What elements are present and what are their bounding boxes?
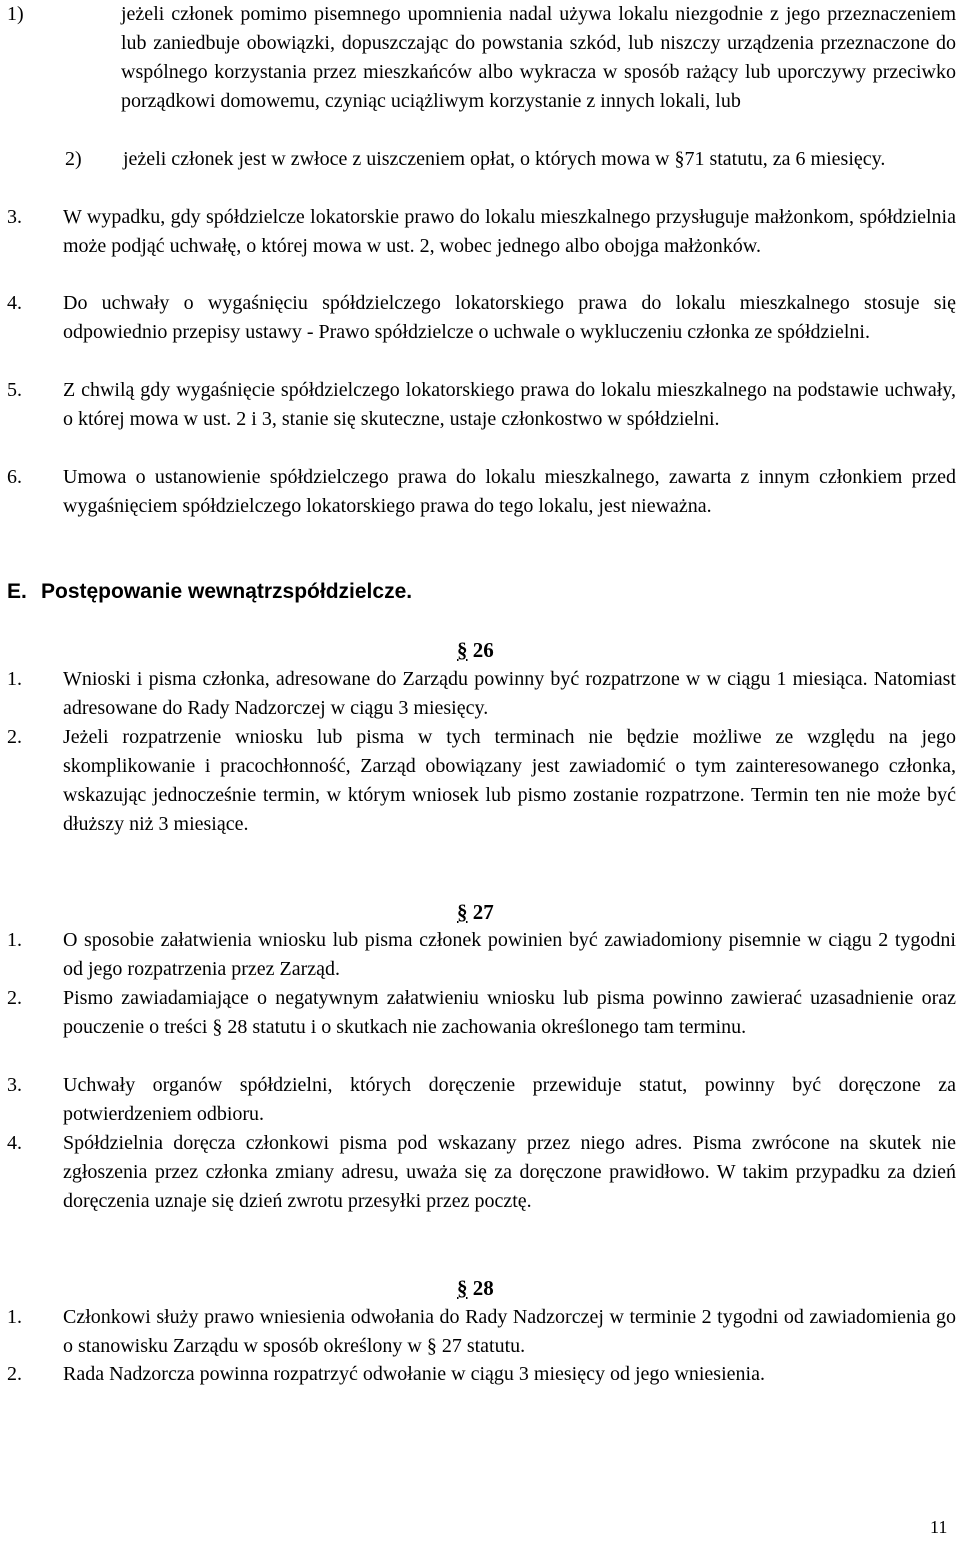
item-number: 2.: [7, 1363, 22, 1385]
point-5: [7, 376, 956, 434]
section-title: Postępowanie wewnątrzspółdzielcze.: [41, 580, 413, 603]
p28-item-1: [7, 1303, 956, 1361]
item-number: 4.: [7, 1132, 22, 1154]
section-symbol: §: [457, 638, 468, 662]
section-letter: E.: [7, 580, 27, 603]
intro-item-2: [65, 145, 956, 174]
item-text: Spółdzielnia doręcza członkowi pisma pod wskazany przez niego adres. Pisma zwrócone na skutek nie zgłoszenia przez członka zmiany adresu, uważa się za doręczone prawidłowo. W takim przypadku za dzień doręczenia uznaje się dzień zwrotu przesyłki przez pocztę.: [63, 1132, 956, 1212]
p27-item-1: [7, 926, 956, 984]
point-3: [7, 203, 956, 261]
intro-item-number: 2): [65, 148, 82, 170]
point-4: [7, 289, 956, 347]
paragraph-27-heading: [457, 898, 537, 927]
paragraph-number: 27: [472, 900, 494, 924]
item-text: Członkowi służy prawo wniesienia odwołania do Rady Nadzorczej w terminie 2 tygodni od zawiadomienia go o stanowisku Zarządu w sposób określony w § 27 statutu.: [63, 1306, 956, 1357]
section-symbol: §: [457, 1276, 468, 1300]
paragraph-28-heading: [457, 1274, 537, 1303]
item-text: Rada Nadzorcza powinna rozpatrzyć odwołanie w ciągu 3 miesięcy od jego wniesienia.: [63, 1363, 765, 1385]
p26-item-2: [7, 723, 956, 839]
p26-item-1: [7, 665, 956, 723]
intro-item-1: [7, 0, 956, 116]
point-number: 4.: [7, 292, 22, 314]
section-heading: [7, 577, 412, 606]
paragraph-number: 28: [472, 1276, 494, 1300]
item-number: 1.: [7, 1306, 22, 1328]
item-number: 2.: [7, 726, 22, 748]
p27-item-4: [7, 1129, 956, 1216]
intro-item-text: jeżeli członek pomimo pisemnego upomnienia nadal używa lokalu niezgodnie z jego przeznaczeniem lub zaniedbuje obowiązki, dopuszczając do powstania szkód, lub niszczy urządzenia przeznaczone do wspólnego korzystania przez mieszkańców albo wykracza w sposób rażący lub uporczywy przeciwko porządkowi domowemu, czyniąc uciążliwym korzystanie z innych lokali, lub: [121, 3, 956, 112]
p28-item-2: [7, 1360, 956, 1389]
point-number: 5.: [7, 379, 22, 401]
item-number: 3.: [7, 1074, 22, 1096]
intro-item-number: 1): [7, 3, 24, 25]
page-number: 11: [930, 1517, 948, 1537]
p27-item-2: [7, 984, 956, 1042]
point-text: Umowa o ustanowienie spółdzielczego prawa do lokalu mieszkalnego, zawarta z innym członkiem przed wygaśnięciem spółdzielczego lokatorskiego prawa do tego lokalu, jest nieważna.: [63, 466, 956, 517]
item-text: Wnioski i pisma członka, adresowane do Zarządu powinny być rozpatrzone w w ciągu 1 miesiąca. Natomiast adresowane do Rady Nadzorczej w ciągu 3 miesięcy.: [63, 668, 956, 719]
item-number: 2.: [7, 987, 22, 1009]
item-number: 1.: [7, 668, 22, 690]
point-text: Z chwilą gdy wygaśnięcie spółdzielczego lokatorskiego prawa do lokalu mieszkalnego na podstawie uchwały, o której mowa w ust. 2 i 3, stanie się skuteczne, ustaje członkostwo w spółdzielni.: [63, 379, 956, 430]
p27-item-3: [7, 1071, 956, 1129]
paragraph-number: 26: [472, 638, 494, 662]
item-text: Pismo zawiadamiające o negatywnym załatwieniu wniosku lub pisma powinno zawierać uzasadnienie oraz pouczenie o treści § 28 statutu i o skutkach nie zachowania określonego tam terminu.: [63, 987, 956, 1038]
paragraph-26-heading: [457, 636, 537, 665]
point-6: [7, 463, 956, 521]
item-text: Jeżeli rozpatrzenie wniosku lub pisma w tych terminach nie będzie możliwe ze względu na jego skomplikowanie i pracochłonność, Zarząd obowiązany jest zawiadomić o tym zainteresowanego członka, wskazując jednocześnie termin, w którym wniosek lub pismo zostanie rozpatrzone. Termin ten nie może być dłuższy niż 3 miesiące.: [63, 726, 956, 835]
point-number: 6.: [7, 466, 22, 488]
point-text: Do uchwały o wygaśnięciu spółdzielczego lokatorskiego prawa do lokalu mieszkalnego stosuje się odpowiednio przepisy ustawy - Prawo spółdzielcze o uchwale o wykluczeniu członka ze spółdzielni.: [63, 292, 956, 343]
point-number: 3.: [7, 206, 22, 228]
section-symbol: §: [457, 900, 468, 924]
point-text: W wypadku, gdy spółdzielcze lokatorskie prawo do lokalu mieszkalnego przysługuje małżonkom, spółdzielnia może podjąć uchwałę, o której mowa w ust. 2, wobec jednego albo obojga małżonków.: [63, 206, 956, 257]
item-number: 1.: [7, 929, 22, 951]
item-text: O sposobie załatwienia wniosku lub pisma członek powinien być zawiadomiony pisemnie w ciągu 2 tygodni od jego rozpatrzenia przez Zarząd.: [63, 929, 956, 980]
intro-item-text: jeżeli członek jest w zwłoce z uiszczeniem opłat, o których mowa w §71 statutu, za 6 miesięcy.: [123, 148, 886, 170]
item-text: Uchwały organów spółdzielni, których doręczenie przewiduje statut, powinny być doręczone za potwierdzeniem odbioru.: [63, 1074, 956, 1125]
